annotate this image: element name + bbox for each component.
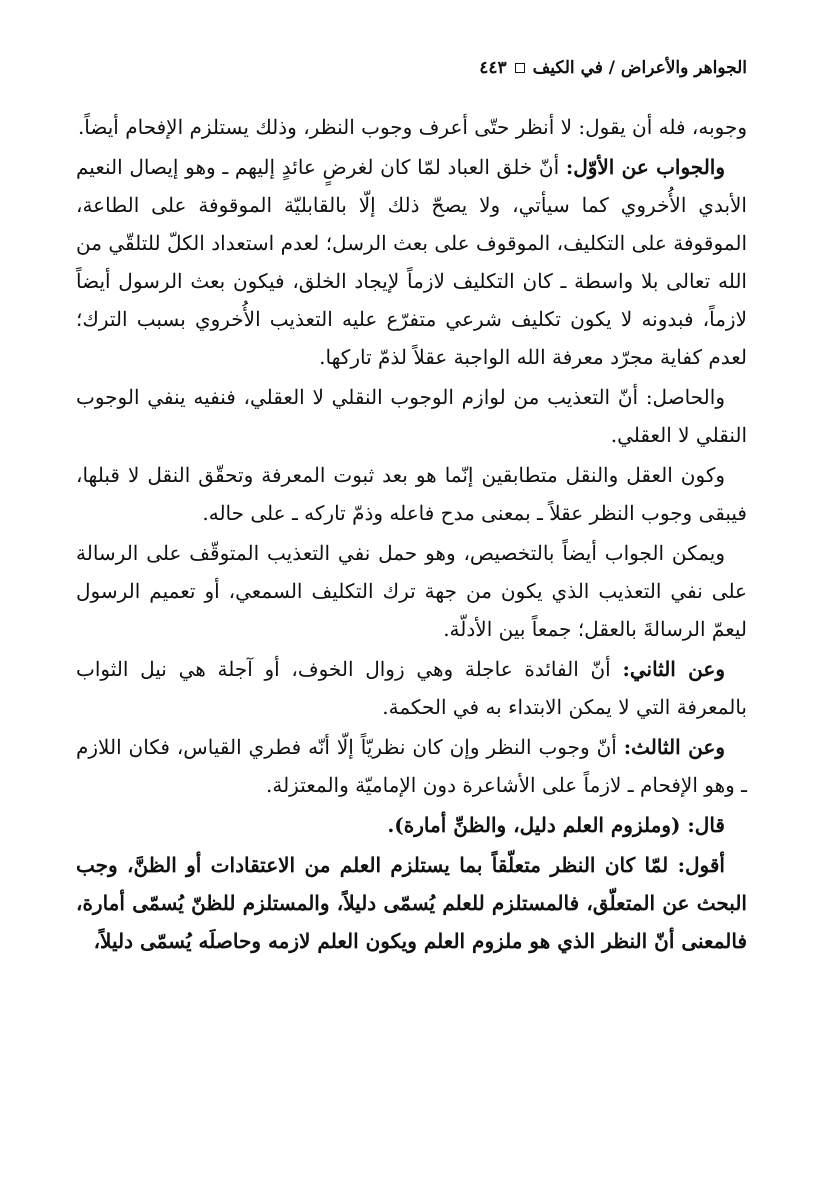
paragraph-text: وجوبه، فله أن يقول: لا أنظر حتّى أعرف وجوب النظر، وذلك يستلزم الإفحام أيضاً. — [77, 115, 747, 139]
running-header — [76, 50, 747, 86]
paragraph — [76, 534, 747, 648]
paragraph-text: أنّ وجوب النظر وإن كان نظريّاً إلّا أنّه فطري القياس، فكان اللازم ـ وهو الإفحام ـ لازماً على الأشاعرة دون الإماميّة والمعتزلة. — [76, 735, 747, 797]
paragraph-lead: أقول: — [677, 853, 725, 877]
paragraph-text: أنّ الفائدة عاجلة وهي زوال الخوف، أو آجلة هي نيل الثواب بالمعرفة التي لا يمكن الابتداء به في الحكمة. — [76, 657, 747, 719]
paragraph-text: والحاصل: أنّ التعذيب من لوازم الوجوب النقلي لا العقلي، فنفيه ينفي الوجوب النقلي لا العقلي. — [76, 385, 747, 447]
paragraph-text: لمّا كان النظر متعلّقاً بما يستلزم العلم من الاعتقادات أو الظنَّ، وجب البحث عن المتعلّق، فالمستلزم للعلم يُسمّى دليلاً، والمستلزم للظنّ يُسمّى أمارة، فالمعنى أنّ النظر الذي هو ملزوم العلم ويكون العلم لازمه وحاصلَه يُسمّى دليلاً، — [76, 853, 747, 953]
paragraph-lead: قال: — [687, 813, 725, 837]
paragraph-text: أنّ خلق العباد لمّا كان لغرضٍ عائدٍ إليهم ـ وهو إيصال النعيم الأبدي الأُخروي كما سيأتي، ولا يصحّ ذلك إلّا بالقابليّة الموقوفة على الطاعة، الموقوفة على التكليف، الموقوف على بعث الرسل؛ لعدم استعداد الكلّ للتلقّي من الله تعالى بلا واسطة ـ كان التكليف لازماً لإيجاد الخلق، فيكون بعث الرسول أيضاً لازماً، فبدونه لا يكون تكليف شرعي متفرّع عليه التعذيب الأُخروي بسبب الترك؛ لعدم كفاية مجرّد معرفة الله الواجبة عقلاً لذمّ تاركها. — [76, 155, 747, 369]
paragraph — [76, 148, 747, 376]
body-text — [76, 108, 747, 962]
paragraph — [76, 650, 747, 726]
paragraph — [76, 728, 747, 804]
paragraph-lead: وعن الثاني: — [622, 657, 725, 681]
paragraph — [76, 108, 747, 146]
paragraph-lead: وعن الثالث: — [623, 735, 725, 759]
paragraph — [76, 378, 747, 454]
paragraph-lead: والجواب عن الأوّل: — [565, 155, 725, 179]
square-ornament-icon — [515, 63, 525, 73]
header-title: الجواهر والأعراض / في الكيف — [532, 58, 747, 78]
paragraph — [76, 806, 747, 844]
page-number: ٤٤٣ — [479, 58, 507, 78]
paragraph-text: وكون العقل والنقل متطابقين إنّما هو بعد ثبوت المعرفة وتحقّق النقل لا قبلها، فيبقى وجوب النظر عقلاً ـ بمعنى مدح فاعله وذمّ تاركه ـ على حاله. — [76, 463, 747, 525]
paragraph — [76, 846, 747, 960]
paragraph-text: ويمكن الجواب أيضاً بالتخصيص، وهو حمل نفي التعذيب المتوقّف على الرسالة على نفي التعذيب الذي يكون من جهة ترك التكليف السمعي، أو تعميم الرسول ليعمّ الرسالةَ بالعقل؛ جمعاً بين الأدلّة. — [76, 541, 747, 641]
paragraph-text: (وملزوم العلم دليل، والظنِّ أمارة). — [387, 813, 688, 837]
paragraph — [76, 456, 747, 532]
